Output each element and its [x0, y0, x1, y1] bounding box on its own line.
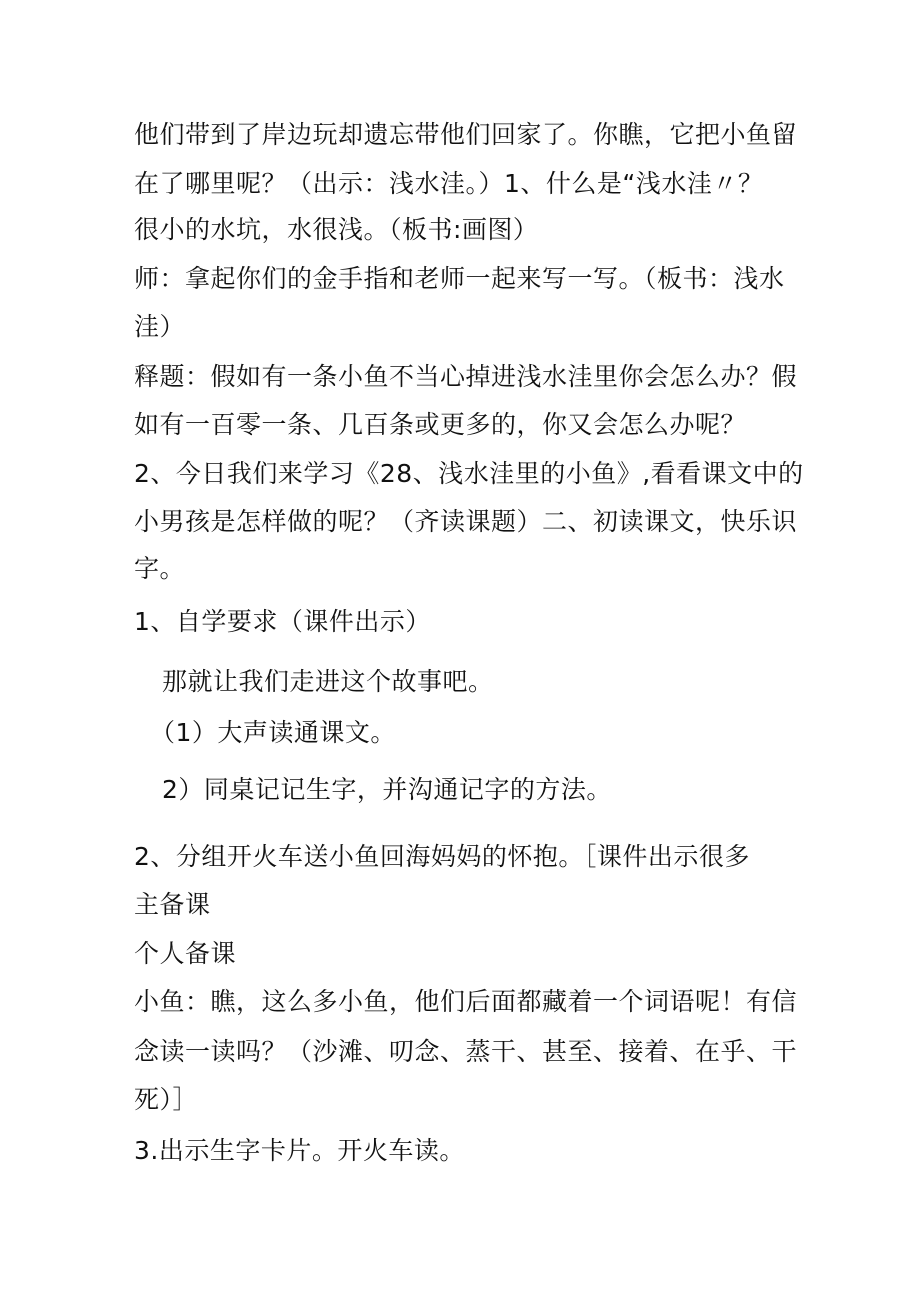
paragraph-line: 在了哪里呢？（出示：浅水洼。）1、什么是“浅水洼〃？	[134, 169, 764, 198]
paragraph-line: 那就让我们走进这个故事吧。	[162, 667, 494, 696]
list-item: 2）同桌记记生字，并沟通记字的方法。	[162, 775, 612, 804]
paragraph-line: 洼）	[134, 312, 186, 341]
paragraph-line: 小男孩是怎样做的呢？（齐读课题）二、初读课文，快乐识	[134, 507, 798, 536]
paragraph-line: 2、今日我们来学习《28、浅水洼里的小鱼》,看看课文中的	[134, 459, 804, 488]
list-item: （1）大声读通课文。	[150, 718, 396, 747]
paragraph-line: 释题：假如有一条小鱼不当心掉进浅水洼里你会怎么办？假	[134, 362, 798, 391]
paragraph-line: 念读一读吗？（沙滩、叨念、蒸干、甚至、接着、在乎、干	[134, 1037, 798, 1066]
paragraph-line: 很小的水坑，水很浅。（板书:画图）	[134, 215, 539, 244]
margin-label: 个人备课	[134, 939, 237, 968]
paragraph-line: 死）］	[134, 1085, 199, 1114]
paragraph-line: 小鱼：瞧，这么多小鱼，他们后面都藏着一个词语呢！有信	[134, 987, 798, 1016]
paragraph-line: 如有一百零一条、几百条或更多的，你又会怎么办呢？	[134, 410, 747, 439]
paragraph-line: 师：拿起你们的金手指和老师一起来写一写。（板书：浅水	[134, 264, 785, 293]
paragraph-line: 字。	[134, 554, 186, 583]
paragraph-line: 他们带到了岸边玩却遗忘带他们回家了。你瞧，它把小鱼留	[134, 120, 798, 149]
section-heading: 2、分组开火车送小鱼回海妈妈的怀抱。［课件出示很多	[134, 842, 750, 871]
section-heading: 1、自学要求（课件出示）	[134, 607, 431, 636]
margin-label: 主备课	[134, 890, 211, 919]
section-heading: 3.出示生字卡片。开火车读。	[134, 1136, 465, 1165]
